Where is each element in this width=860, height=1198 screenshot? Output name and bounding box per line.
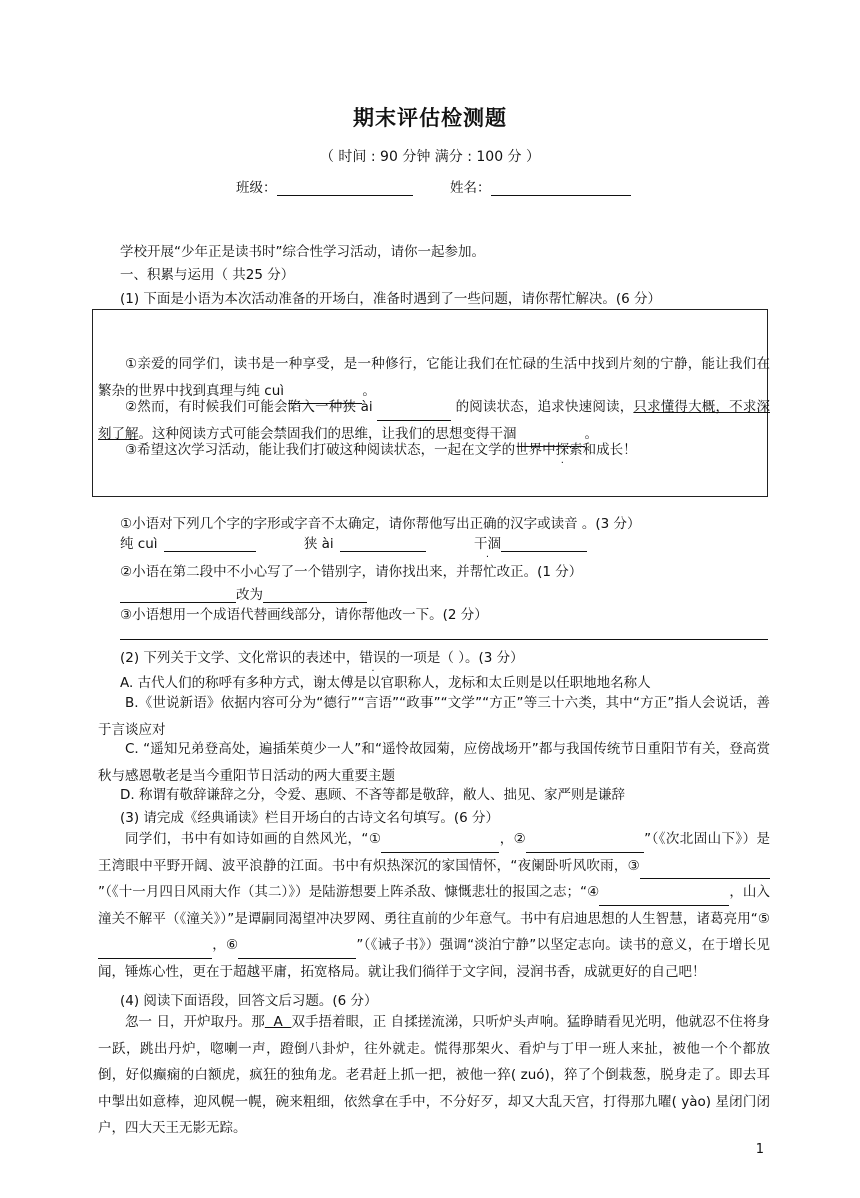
q2-option-d: D. 称谓有敬辞谦辞之分，令爱、惠顾、不吝等都是敬辞，敝人、拙见、家严则是谦辞 [120,787,625,803]
name-blank[interactable] [491,181,631,196]
dotted-character: 涸 [503,425,517,442]
poem-blank-2[interactable] [526,838,644,853]
pinyin-blank-ai[interactable] [377,406,451,421]
answer-blank-he[interactable] [501,537,587,552]
poem-blank-4[interactable] [599,891,729,906]
q1-sub1-answers: 纯 cuì 狭 ài 干涸 [120,532,587,552]
box-paragraph-1: ①亲爱的同学们，读书是一种享受，是一种修行，它能让我们在忙碌的生活中找到片刻的宁静，能让我们在繁杂的世界中找到真理与纯 cuì 。 [98,351,770,404]
name-field[interactable] [450,176,631,196]
q2-option-c: C. “遥知兄弟登高处，遍插茱萸少一人”和“遥怜故园菊，应傍战场开”都与我国传统节日重阳节有关，登高赏秋与感恩敬老是当今重阳节日活动的两大重要主题 [98,741,770,784]
class-field[interactable] [236,176,413,196]
box-paragraph-3: ③希望这次学习活动，能让我们打破这种阅读状态，一起在文学的世界中探索和成长！ [125,442,637,458]
poem-blank-5[interactable] [98,944,212,959]
page-title: 期末评估检测题 [353,106,507,130]
q4-heading: (4) 阅读下面语段，回答文后习题。(6 分） [120,993,378,1009]
q3-passage: 同学们，书中有如诗如画的自然风光，“① ，② ”（《次北固山下》）是王湾眼中平野开阔、波平浪静的江面。书中有炽热深沉的家国情怀，“夜阑卧听风吹雨，③”（《十一月四日风雨大作（其二）》）是陆游想要上阵杀敌、慷慨悲壮的报国之志；“④ ，山入潼关不解平（《潼关》）”是谭嗣同渴望冲决罗网、勇往直前的少年意气。书中有启迪思想的人生智慧，诸葛亮用“⑤，⑥ ”（《诫子书》）强调“淡泊宁静”以坚定志向。读书的意义，在于增长见闻，锤炼心性，更在于超越平庸，拓宽格局。就让我们徜徉于文字间，浸润书香，成就更好的自己吧！ [98,831,771,980]
underlined-phrase: 只求懂得大概，不求深刻了解 [98,399,770,442]
poem-blank-6[interactable] [238,944,356,959]
answer-blank-ai[interactable] [340,537,426,552]
q2-option-a: A. 古代人们的称呼有多种方式，谢太傅是以官职称人，龙标和太丘则是以任职地地名称人 [120,675,651,691]
dotted-emphasis: 错误 [359,650,387,666]
poem-blank-1[interactable] [381,838,499,853]
class-label: 班级： [236,180,277,196]
q3-heading: (3) 请完成《经典诵读》栏目开场白的古诗文名句填写。(6 分） [120,810,500,826]
q1-sub2-answer: 改为 [120,583,367,603]
wrong-char-blank[interactable] [120,588,236,603]
page-number: 1 [755,1142,764,1157]
class-blank[interactable] [277,181,413,196]
q1-sub2: ②小语在第二段中不小心写了一个错别字，请你找出来，并帮忙改正。(1 分） [120,564,583,580]
q1-sub1: ①小语对下列几个字的字形或字音不太确定，请你帮他写出正确的汉字或读音 。(3 分） [120,516,641,532]
intro-text: 学校开展“少年正是读书时”综合性学习活动，请你一起参加。 [120,244,485,260]
blank-a[interactable]: A [264,1014,292,1030]
answer-blank-cui[interactable] [164,537,256,552]
section-heading: 一、积累与运用（ 共25 分） [120,267,295,283]
correct-char-blank[interactable] [263,588,367,603]
box-paragraph-2: ②然而，有时候我们可能会陷入一种狭 ài 的阅读状态，追求快速阅读，只求懂得大概，不求深刻了解。这种阅读方式可能会禁固我们的思维，让我们的思想变得干涸 。 [98,394,770,447]
q2-heading: (2) 下列关于文学、文化常识的表述中，错误的一项是（ ）。(3 分） [120,650,524,666]
dotted-character: 中 [542,442,556,458]
q1-heading: (1) 下面是小语为本次活动准备的开场白，准备时遇到了一些问题，请你帮忙解决。(6 分） [120,291,662,307]
q1-sub3: ③小语想用一个成语代替画线部分，请你帮他改一下。(2 分） [120,607,488,623]
answer-line[interactable] [120,639,768,640]
exam-info: （ 时间 : 90 分钟 满分 : 100 分 ） [319,149,541,165]
poem-blank-3[interactable] [640,864,770,879]
name-label: 姓名： [450,180,491,196]
q4-passage: 忽一 日，开炉取丹。那 A 双手捂着眼，正 自揉搓流涕，只听炉头声响。猛睁睛看见光明，他就忍不住将身一跃，跳出丹炉，唿喇一声，蹬倒八卦炉，往外就走。慌得那架火、看炉与丁甲一班人来扯，被他一个个都放倒，好似癫痫的白额虎，疯狂的独角龙。老君赶上抓一把，被他一猝( zuó)，猝了个倒栽葱，脱身走了。即去耳中掣出如意棒，迎风幌一幌，碗来粗细，依然拿在手中，不分好歹，却又大乱天宫，打得那九曜( yào) 星闭门闭户，四大天王无影无踪。 [98,1014,770,1136]
q2-option-b: B.《世说新语》依据内容可分为“德行”“言语”“政事”“文学”“方正”等三十六类，其中“方正”指人会说话，善于言谈应对 [98,695,770,738]
